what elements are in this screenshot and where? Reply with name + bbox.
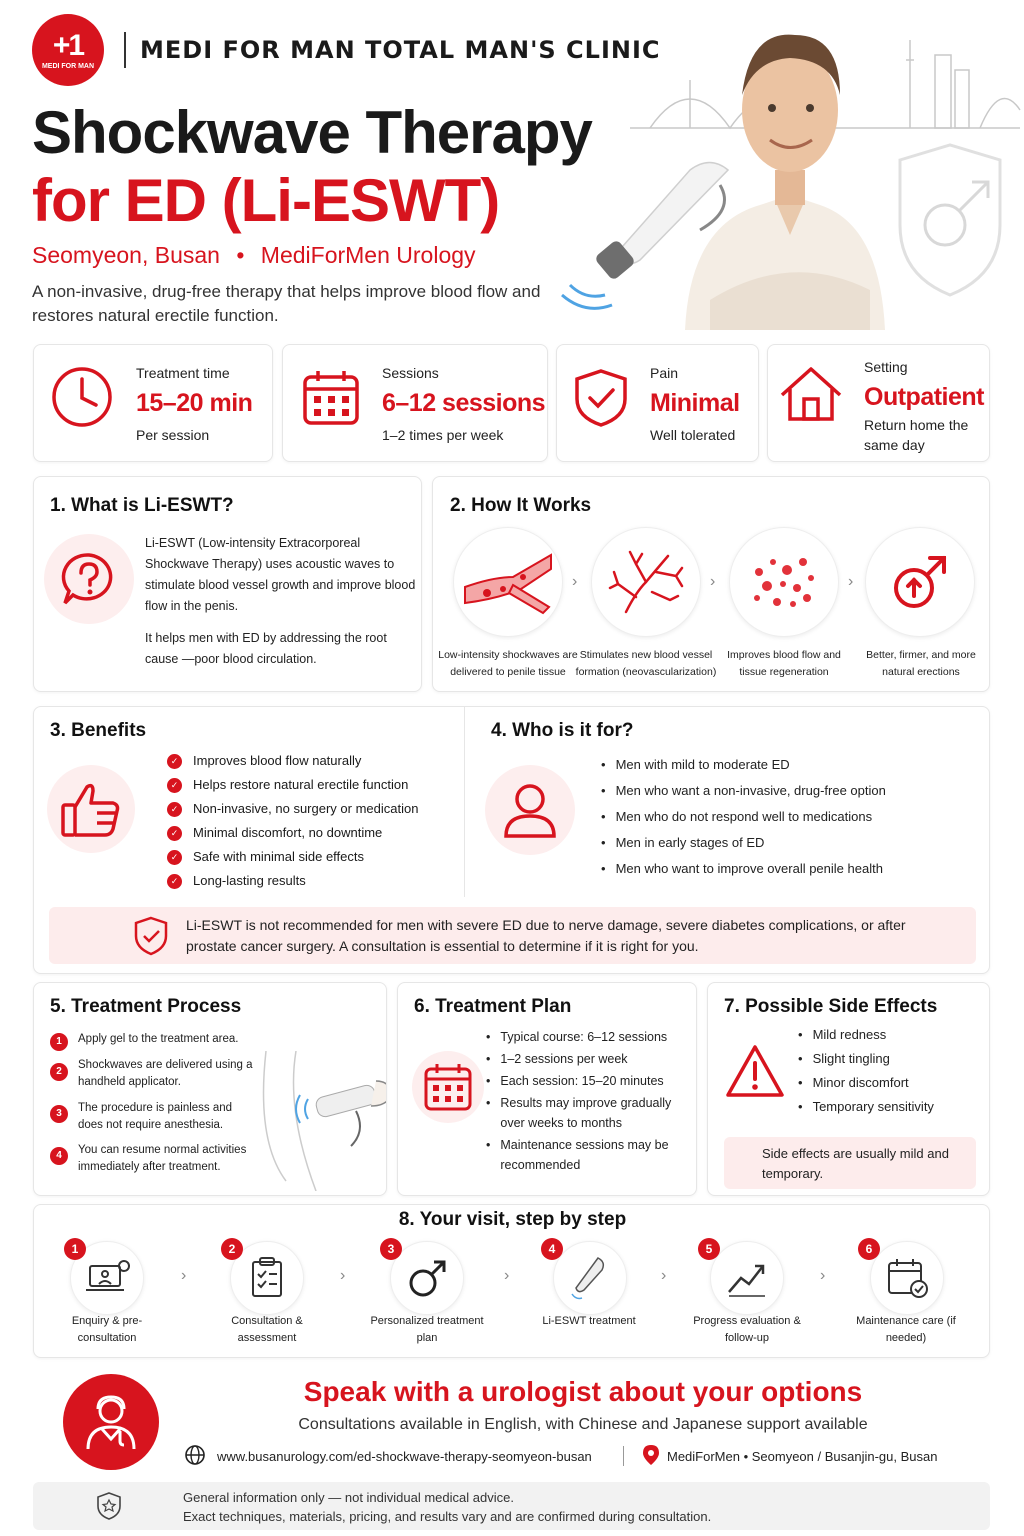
step-number: 5 (698, 1238, 720, 1260)
plan-item: • Each session: 15–20 minutes (486, 1071, 686, 1091)
warning-box (49, 907, 976, 964)
who-item: • Men with mild to moderate ED (601, 757, 886, 783)
section-what-is (33, 476, 422, 692)
check-icon: ✓ (167, 826, 182, 841)
blood-vessel-icon (453, 527, 563, 637)
shield-star-icon (95, 1491, 123, 1521)
chevron-right-icon: › (572, 573, 578, 590)
process-step-text: The procedure is painless and does not require anesthesia. (78, 1102, 233, 1131)
visit-step-label: Enquiry & pre-consultation (71, 1315, 143, 1344)
calendar-check-icon (870, 1241, 944, 1315)
who-item: • Men who do not respond well to medications (601, 809, 886, 835)
question-icon (44, 534, 134, 624)
house-icon (778, 363, 844, 425)
side-effect-item: • Mild redness (798, 1027, 934, 1051)
step-number: 6 (858, 1238, 880, 1260)
location-separator: • (236, 242, 245, 268)
step-number: 2 (221, 1238, 243, 1260)
chevron-right-icon: › (710, 573, 716, 590)
step-number: 4 (541, 1238, 563, 1260)
plan-item: • 1–2 sessions per week (486, 1049, 686, 1069)
person-icon (485, 765, 575, 855)
stat-card-sessions (282, 344, 548, 462)
who-item: • Men who want a non-invasive, drug-free option (601, 783, 886, 809)
stat-label: Pain (650, 365, 679, 381)
intro-text: A non-invasive, drug-free therapy that helps improve blood flow and restores natural erectile function. (32, 282, 541, 325)
plan-item: • Typical course: 6–12 sessions (486, 1027, 686, 1047)
chevron-right-icon: › (340, 1267, 346, 1284)
disclaimer-line1: General information only — not individual medical advice. (183, 1490, 514, 1505)
thumbs-up-icon (47, 765, 135, 853)
clinic-logo (32, 14, 104, 86)
page-title-line1: Shockwave Therapy (32, 99, 592, 166)
section-title: 1. What is Li-ESWT? (50, 495, 234, 516)
section-benefits-who (33, 706, 990, 974)
process-step: 2 (50, 1061, 68, 1081)
benefits-list (167, 749, 418, 893)
visit-step-label: Progress evaluation & follow-up (693, 1315, 801, 1344)
benefit-item: ✓ Safe with minimal side effects (167, 845, 418, 869)
hero-illustration (560, 0, 1024, 330)
benefit-item: ✓ Non-invasive, no surgery or medication (167, 797, 418, 821)
chevron-right-icon: › (661, 1267, 667, 1284)
who-item: • Men in early stages of ED (601, 835, 886, 861)
process-step: 4 (50, 1145, 68, 1165)
location-line (32, 242, 476, 269)
section-title: 2. How It Works (450, 495, 592, 516)
visit-step-label: Consultation & assessment (231, 1315, 303, 1344)
section-process (33, 982, 387, 1196)
plan-item: • Maintenance sessions may be recommended (486, 1135, 686, 1175)
applicator-icon (553, 1241, 627, 1315)
section-title: 5. Treatment Process (50, 996, 242, 1017)
vessel-growth-icon (591, 527, 701, 637)
visit-step-label: Maintenance care (if needed) (856, 1315, 956, 1344)
process-step: 1 (50, 1031, 68, 1051)
side-effects-list (798, 1027, 934, 1123)
section-visit-steps (33, 1204, 990, 1358)
location-clinic: MediForMen Urology (260, 242, 476, 268)
warning-triangle-icon (724, 1043, 786, 1099)
chevron-right-icon: › (504, 1267, 510, 1284)
side-effects-note: Side effects are usually mild and temporary. (724, 1137, 976, 1189)
how-step-caption: Improves blood flow and tissue regeneration (727, 649, 841, 678)
section-how-it-works (432, 476, 990, 692)
stat-card-pain (556, 344, 759, 462)
visit-step-label: Li-ESWT treatment (542, 1315, 636, 1327)
what-is-text-2: It helps men with ED by addressing the root cause —poor blood circulation. (145, 631, 387, 666)
how-step-caption: Stimulates new blood vessel formation (neovascularization) (575, 649, 717, 678)
plan-item: • Results may improve gradually over weeks to months (486, 1093, 686, 1133)
globe-icon (184, 1444, 206, 1466)
stat-sub: Return home the same day (864, 417, 969, 453)
who-for-list (601, 757, 886, 887)
chevron-right-icon: › (820, 1267, 826, 1284)
stat-value: 6–12 sessions (382, 389, 546, 417)
benefit-item: ✓ Long-lasting results (167, 869, 418, 893)
stat-value: Outpatient (864, 383, 984, 411)
stat-value: Minimal (650, 389, 740, 417)
stat-sub: 1–2 times per week (382, 427, 504, 443)
process-step: 3 (50, 1103, 68, 1123)
section-title: 4. Who is it for? (491, 720, 634, 741)
stat-label: Setting (864, 359, 908, 375)
how-step-caption: Low-intensity shockwaves are delivered to penile tissue (438, 649, 578, 678)
calendar-icon (301, 367, 361, 427)
clinic-name: MEDI FOR MAN TOTAL MAN'S CLINIC (140, 36, 661, 64)
disclaimer-line2: Exact techniques, materials, pricing, and results vary and are confirmed during consultation. (183, 1509, 712, 1524)
calendar-icon (412, 1051, 484, 1123)
stat-value: 15–20 min (136, 389, 253, 417)
website-link[interactable]: www.busanurology.com/ed-shockwave-therapy-seomyeon-busan (217, 1449, 592, 1464)
side-effect-item: • Minor discomfort (798, 1075, 934, 1099)
side-effect-item: • Temporary sensitivity (798, 1099, 934, 1123)
process-step-text: Shockwaves are delivered using a handheld applicator. (78, 1059, 253, 1088)
shield-check-icon (133, 916, 169, 956)
cta-subtitle: Consultations available in English, with Chinese and Japanese support available (298, 1416, 868, 1433)
logo-divider (124, 32, 126, 68)
benefit-item: ✓ Improves blood flow naturally (167, 749, 418, 773)
cta-title: Speak with a urologist about your options (303, 1376, 863, 1407)
stat-label: Treatment time (136, 365, 230, 381)
stat-sub: Per session (136, 427, 210, 443)
logo-mark: +1 (52, 28, 84, 62)
section-title: 8. Your visit, step by step (398, 1209, 627, 1230)
visit-step-label: Personalized treatment plan (370, 1315, 484, 1344)
plan-list (486, 1027, 686, 1175)
shield-male-icon (900, 145, 1000, 295)
step-number: 3 (380, 1238, 402, 1260)
section-side-effects (707, 982, 990, 1196)
shield-check-icon (573, 367, 629, 429)
stat-label: Sessions (382, 365, 439, 381)
what-is-text-1: Li-ESWT (Low-intensity Extracorporeal Shockwave Therapy) uses acoustic waves to stimulate blood vessel growth and improve blood flow in the penis. (145, 536, 416, 613)
stat-card-treatment-time (33, 344, 273, 462)
chart-up-icon (710, 1241, 784, 1315)
chevron-right-icon: › (848, 573, 854, 590)
stat-sub: Well tolerated (650, 427, 736, 443)
urologist-icon (63, 1374, 159, 1470)
clock-icon (50, 365, 114, 429)
warning-text: Li-ESWT is not recommended for men with severe ED due to nerve damage, severe diabetes complications, or after prostate cancer surgery. A consultation is essential to determine if it is right for you. (186, 917, 906, 954)
check-icon: ✓ (167, 778, 182, 793)
cta-section (33, 1368, 990, 1474)
section-title: 7. Possible Side Effects (724, 996, 938, 1017)
check-icon: ✓ (167, 874, 182, 889)
male-arrow-icon (865, 527, 975, 637)
check-icon: ✓ (167, 850, 182, 865)
check-icon: ✓ (167, 754, 182, 769)
process-step-text: Apply gel to the treatment area. (78, 1033, 239, 1045)
location-pin-icon (642, 1444, 660, 1466)
stat-card-setting (767, 344, 990, 462)
step-number: 1 (64, 1238, 86, 1260)
side-effect-item: • Slight tingling (798, 1051, 934, 1075)
section-plan (397, 982, 697, 1196)
cta-divider (623, 1446, 624, 1466)
applicator-treatment-icon (256, 1051, 386, 1191)
blood-cells-icon (729, 527, 839, 637)
who-item: • Men who want to improve overall penile health (601, 861, 886, 887)
clinic-address: MediForMen • Seomyeon / Busanjin-gu, Busan (667, 1449, 938, 1464)
process-step-text: You can resume normal activities immediately after treatment. (78, 1144, 247, 1173)
disclaimer-box (33, 1482, 990, 1530)
check-icon: ✓ (167, 802, 182, 817)
section-title: 3. Benefits (50, 720, 147, 741)
how-step-caption: Better, firmer, and more natural erections (866, 649, 976, 678)
section-divider (464, 707, 465, 897)
section-title: 6. Treatment Plan (414, 996, 572, 1017)
benefit-item: ✓ Minimal discomfort, no downtime (167, 821, 418, 845)
benefit-item: ✓ Helps restore natural erectile function (167, 773, 418, 797)
location-area: Seomyeon, Busan (32, 242, 220, 268)
page-title-line2: for ED (Li-ESWT) (32, 167, 500, 234)
logo-small-text: MEDI FOR MAN (41, 62, 95, 70)
chevron-right-icon: › (181, 1267, 187, 1284)
